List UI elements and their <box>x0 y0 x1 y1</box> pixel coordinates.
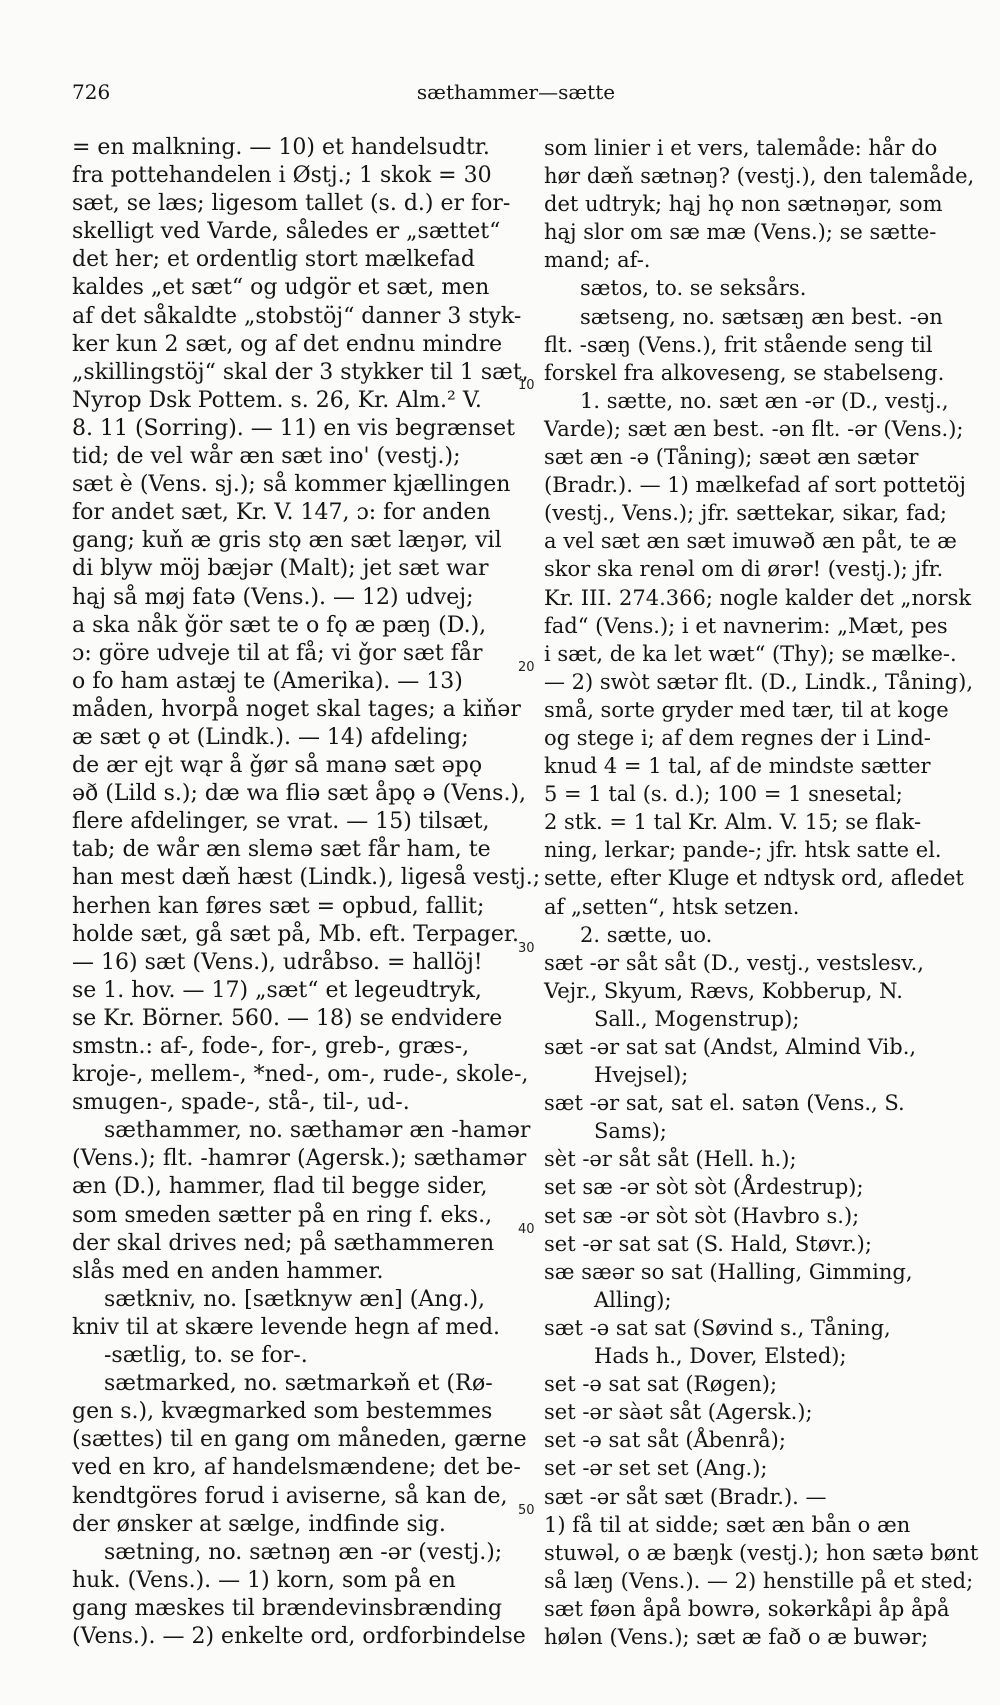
right-column-line: (vestj., Vens.); jfr. sættekar, sikar, fad; <box>544 501 947 526</box>
left-column-line: kendtgöres forud i aviserne, så kan de, <box>72 1483 508 1509</box>
right-column-line: fad“ (Vens.); i et navnerim: „Mæt, pes <box>544 613 948 638</box>
left-column-line: a ska nåk ǧör sæt te o fǫ æ pæŋ (D.), <box>72 612 487 638</box>
right-column-line: sæt -ər såt såt (D., vestj., vestslesv., <box>544 950 924 975</box>
right-column-line: sæt -ər sat, sat el. satən (Vens., S. <box>544 1091 905 1116</box>
left-column-line: der skal drives ned; på sæthammeren <box>72 1230 495 1256</box>
left-column-line: di blyw möj bæjər (Malt); jet sæt war <box>72 556 489 582</box>
left-column-line: (sættes) til en gang om måneden, gærne <box>72 1427 527 1453</box>
line-number: 10 <box>518 378 535 393</box>
page-number: 726 <box>72 80 111 104</box>
right-column-line: sætseng, no. sætsæŋ æn best. -ən <box>580 304 943 329</box>
right-column-line: (Bradr.). — 1) mælkefad af sort pottetöj <box>544 473 966 498</box>
left-column-line: sæthammer, no. sæthamər æn -hamər <box>104 1118 531 1144</box>
right-column-line: a vel sæt æn sæt imuwəð æn påt, te æ <box>544 529 957 554</box>
left-column-line: smstn.: af-, fode-, for-, greb-, græs-, <box>72 1034 470 1059</box>
left-column-line: skelligt ved Varde, således er „sættet“ <box>72 219 501 245</box>
left-column-line: for andet sæt, Kr. V. 147, ɔ: for anden <box>72 500 491 526</box>
left-column-line: smugen-, spade-, stå-, til-, ud-. <box>72 1090 410 1116</box>
left-column-line: der ønsker at sælge, indfinde sig. <box>72 1511 446 1537</box>
left-column-line: tid; de vel wår æn sæt ino' (vestj.); <box>72 444 461 470</box>
right-column-line: sæt -ər såt sæt (Bradr.). — <box>544 1484 827 1509</box>
right-column-line: det udtryk; hąj hǫ non sætnəŋər, som <box>544 192 943 217</box>
right-column-line: sèt -ər såt såt (Hell. h.); <box>544 1147 797 1172</box>
right-column-line: sæ sæər so sat (Halling, Gimming, <box>544 1259 913 1284</box>
left-column-line: flere afdelinger, se vrat. — 15) tilsæt, <box>72 809 490 835</box>
left-column-line: 8. 11 (Sorring). — 11) en vis begrænset <box>72 415 515 441</box>
left-column-line: kroje-, mellem-, *ned-, om-, rude-, skole-, <box>72 1062 529 1088</box>
right-column-line: hąj slor om sæ mæ (Vens.); se sætte- <box>544 220 937 245</box>
left-column-line: ɔ: göre udveje til at få; vi ǧor sæt får <box>72 640 483 666</box>
line-number: 40 <box>518 1222 535 1237</box>
left-column-line: = en malkning. — 10) et handelsudtr. <box>72 135 490 160</box>
right-column-line: sæt -ər sat sat (Andst, Almind Vib., <box>544 1035 917 1059</box>
right-column-line: som linier i et vers, talemåde: hår do <box>544 136 938 160</box>
right-column-line: sette, efter Kluge et ndtysk ord, afledet <box>544 866 964 891</box>
right-column-line: forskel fra alkoveseng, se stabelseng. <box>544 360 945 385</box>
right-column-line: set -ər sat sat (S. Hald, Støvr.); <box>544 1231 872 1256</box>
left-column-line: æn (D.), hammer, flad til begge sider, <box>72 1174 488 1200</box>
right-column-line: ning, lerkar; pande-; jfr. htsk satte el. <box>544 838 942 863</box>
left-column-line: sætkniv, no. [sætknyw æn] (Ang.), <box>104 1286 486 1312</box>
left-column-line: herhen kan føres sæt = opbud, fallit; <box>72 893 485 919</box>
left-column-line: måden, hvorpå noget skal tages; a kiňər <box>72 696 521 722</box>
left-column-line: — 16) sæt (Vens.), udråbso. = hallöj! <box>72 949 483 975</box>
right-column-line: mand; af-. <box>544 248 651 273</box>
left-column-line: æ sæt ǫ ət (Lindk.). — 14) afdeling; <box>72 724 469 750</box>
right-column-line: stuwəl, o æ bæŋk (vestj.); hon sætə bønt <box>544 1540 979 1565</box>
left-column-line: kniv til at skære levende hegn af med. <box>72 1314 501 1340</box>
left-column-line: af det såkaldte „stobstöj“ danner 3 styk- <box>72 303 522 329</box>
right-column-line: Hvejsel); <box>594 1063 689 1088</box>
left-column-line: (Vens.); flt. -hamrər (Agersk.); sæthamər <box>72 1146 527 1172</box>
left-column-line: huk. (Vens.). — 1) korn, som på en <box>72 1567 456 1593</box>
right-column-line: set sæ -ər sòt sòt (Havbro s.); <box>544 1203 860 1228</box>
right-column-line: flt. -sæŋ (Vens.), frit stående seng til <box>544 332 933 357</box>
right-column-line: Alling); <box>594 1287 672 1312</box>
right-column-line: Hads h., Dover, Elsted); <box>594 1344 847 1369</box>
left-column-line: gang; kuň æ gris stǫ æn sæt læŋər, vil <box>72 528 502 554</box>
left-column-line: det her; et ordentlig stort mælkefad <box>72 247 475 273</box>
right-column-line: 1. sætte, no. sæt æn -ər (D., vestj., <box>580 388 949 413</box>
left-column-line: Nyrop Dsk Pottem. s. 26, Kr. Alm.² V. <box>72 387 482 413</box>
right-column-line: 2 stk. = 1 tal Kr. Alm. V. 15; se flak- <box>544 810 922 835</box>
left-column-line: slås med en anden hammer. <box>72 1258 384 1284</box>
right-column-line: hølən (Vens.); sæt æ fað o æ buwər; <box>544 1624 929 1649</box>
left-column-line: gang mæskes til brændevinsbrænding <box>72 1595 503 1621</box>
running-title: sæthammer—sætte <box>416 80 616 104</box>
right-column-line: og stege i; af dem regnes der i Lind- <box>544 725 931 750</box>
right-column-line: i sæt, de ka let wæt“ (Thy); se mælke-. <box>544 641 957 666</box>
right-column-line: sæt -ə sat sat (Søvind s., Tåning, <box>544 1315 891 1340</box>
page-header <box>72 80 960 110</box>
left-column-line: han mest dæň hæst (Lindk.), ligeså vestj.; <box>72 865 541 891</box>
left-column-line: se Kr. Börner. 560. — 18) se endvidere <box>72 1005 503 1031</box>
left-column-line: sætning, no. sætnəŋ æn -ər (vestj.); <box>104 1539 503 1565</box>
right-column-line: så læŋ (Vens.). — 2) henstille på et sted; <box>544 1568 974 1593</box>
left-column-line: -sætlig, to. se for-. <box>104 1343 308 1369</box>
left-column-line: sæt è (Vens. sj.); så kommer kjællingen <box>72 472 511 498</box>
left-column-line: fra pottehandelen i Østj.; 1 skok = 30 <box>72 163 492 189</box>
left-column-line: kaldes „et sæt“ og udgör et sæt, men <box>72 275 490 301</box>
left-column-line: holde sæt, gå sæt på, Mb. eft. Terpager. <box>72 921 520 947</box>
right-column-line: små, sorte gryder med tær, til at koge <box>544 697 949 722</box>
line-number: 50 <box>518 1503 535 1518</box>
right-column-line: hør dæň sætnəŋ? (vestj.), den talemåde, <box>544 164 975 189</box>
right-column-line: 2. sætte, uo. <box>580 922 713 947</box>
right-column-line: set -ər sàət såt (Agersk.); <box>544 1400 813 1425</box>
left-column-line: sætmarked, no. sætmarkəň et (Rø- <box>104 1371 493 1397</box>
left-column-line: o fo ham astæj te (Amerika). — 13) <box>72 668 463 694</box>
left-column-line: hąj så møj fatə (Vens.). — 12) udvej; <box>72 584 474 610</box>
left-column-line: ker kun 2 sæt, og af det endnu mindre <box>72 331 503 357</box>
left-column-line: se 1. hov. — 17) „sæt“ et legeudtryk, <box>72 977 482 1003</box>
right-column-line: Kr. III. 274.366; nogle kalder det „norsk <box>544 585 972 610</box>
left-column-line: gen s.), kvægmarked som bestemmes <box>72 1399 493 1425</box>
line-number: 20 <box>518 660 535 675</box>
right-column-line: Varde); sæt æn best. -ən flt. -ər (Vens.); <box>544 416 964 441</box>
right-column-line: skor ska renəl om di ørər! (vestj.); jfr. <box>544 557 944 582</box>
right-column-line: sætos, to. se seksårs. <box>580 276 807 301</box>
left-column-line: de ær ejt wąr å ǧør så manə sæt əpǫ <box>72 753 483 779</box>
left-column-line: som smeden sætter på en ring f. eks., <box>72 1202 493 1228</box>
right-column-line: Vejr., Skyum, Rævs, Kobberup, N. <box>544 978 903 1003</box>
right-column-line: sæt føən åpå bowrə, sokərkåpi åp åpå <box>544 1596 950 1621</box>
left-column-line: sæt, se læs; ligesom tallet (s. d.) er for- <box>72 191 511 217</box>
left-column-line: (Vens.). — 2) enkelte ord, ordforbindelse <box>72 1623 526 1649</box>
right-column-line: set -ə sat sat (Røgen); <box>544 1372 778 1397</box>
line-number: 30 <box>518 941 535 956</box>
right-column-line: af „setten“, htsk setzen. <box>544 894 800 919</box>
left-column-line: əð (Lild s.); dæ wa fliə sæt åpǫ ə (Vens.), <box>72 781 527 807</box>
left-column-line: ved en kro, af handelsmændene; det be- <box>72 1455 521 1481</box>
right-column-line: Sams); <box>594 1119 667 1144</box>
right-column-line: set sæ -ər sòt sòt (Årdestrup); <box>544 1175 864 1200</box>
right-column-line: sæt æn -ə (Tåning); sæət æn sætər <box>544 445 919 470</box>
right-column-line: 1) få til at sidde; sæt æn bån o æn <box>544 1512 911 1537</box>
right-column-line: 5 = 1 tal (s. d.); 100 = 1 snesetal; <box>544 782 903 807</box>
left-column-line: „skillingstöj“ skal der 3 stykker til 1 sæt, <box>72 359 529 385</box>
right-column-line: set -ər set set (Ang.); <box>544 1456 768 1481</box>
right-column <box>544 134 980 1651</box>
right-column-line: Sall., Mogenstrup); <box>594 1006 800 1031</box>
left-column-line: tab; de wår æn slemə sæt får ham, te <box>72 837 491 863</box>
right-column-line: knud 4 = 1 tal, af de mindste sætter <box>544 754 931 779</box>
right-column-line: — 2) swòt sætər flt. (D., Lindk., Tåning), <box>544 669 973 694</box>
right-column-line: set -ə sat såt (Åbenrå); <box>544 1428 786 1453</box>
